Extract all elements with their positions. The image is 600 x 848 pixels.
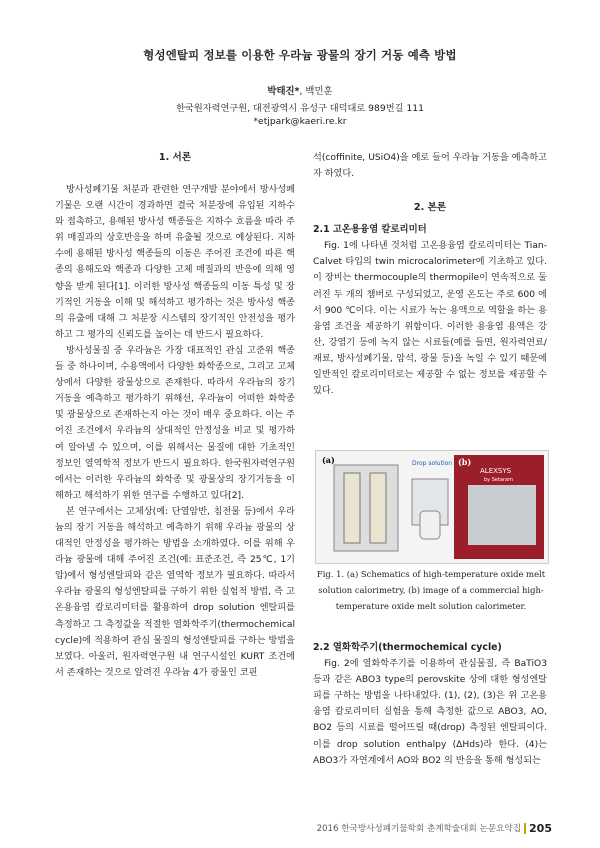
intro-paragraph-3: 본 연구에서는 고체상(예: 단열암반, 침전물 등)에서 우라늄의 장기 거동을 해석하고 예측하기 위해 우라늄 광물의 상대적인 안정성을 평가하는 방법을 소개하였다. 이를 위해 우라늄 광물에 대해 주어진 조건(예: 표준조건, 즉 25℃, 1기압)에서 형성엔탈피와 같은 열역학 정보가 필요하다. 따라서 우라늄 광물의 형성엔탈피를 구하기 위한 실험적 방법, 즉 고온용융염 칼로리미터를 활용하여 drop solution 엔탈피를 측정하고 그 측정값을 적절한 열화학주기(thermochemical cycle)에 적용하여 관심 물질의 형성엔탈피를 구하는 방법을 보였다. 아울러, 원자력연구원 내 연구시설인 KURT 조건에서 존재하는 것으로 알려진 우라늄 4가 광물인 코핀 bbox=[55, 506, 295, 678]
fig-label-b: (b) bbox=[458, 457, 472, 467]
email: *etjpark@kaeri.re.kr bbox=[253, 116, 347, 127]
left-column bbox=[55, 150, 295, 681]
page-footer bbox=[0, 822, 552, 835]
fig-drop-solution: Drop solution bbox=[412, 460, 453, 467]
figure-1-caption: Fig. 1. (a) Schematics of high-temperature oxide melt solution calorimetry, (b) image of a commercial high-temperature oxide melt solution calorimeter. bbox=[316, 569, 546, 611]
fig-brand-sub: by Setaram bbox=[484, 477, 513, 483]
footer-text: 2016 한국방사성폐기물학회 춘계학술대회 논문요약집 bbox=[316, 824, 522, 834]
right-column bbox=[313, 150, 547, 399]
intro-heading: 1. 서론 bbox=[158, 152, 192, 163]
section-2-2-heading: 2.2 열화학주기(thermochemical cycle) bbox=[313, 642, 502, 653]
paper-title: 형성엔탈피 정보를 이용한 우라늄 광물의 장기 거동 예측 방법 bbox=[143, 48, 457, 62]
author-rest: , 백민훈 bbox=[299, 86, 333, 97]
section-2-1-paragraph: Fig. 1에 나타낸 것처럼 고온용융염 칼로리미터는 Tian-Calvet 타입의 twin microcalorimeter에 기초하고 있다. 이 장비는 thermocouple의 thermopile이 연속적으로 둘러진 두 개의 챔버로 구성되었고, 운영 온도는 주로 600 에서 900 ℃이다. 이는 시료가 녹는 용액으로 역할을 하는 용융염 조건을 제공하기 위함이다. 이러한 용융염 용액은 강산, 강염기 등에 녹지 않는 시료들(예를 들면, 원자력연료/재료, 방사성폐기물, 암석, 광물 등)을 녹일 수 있기 때문에 일반적인 칼로리미터로는 제공할 수 없는 정보를 제공할 수 있다. bbox=[313, 241, 547, 397]
right-column-lower bbox=[313, 640, 547, 769]
figure-1 bbox=[315, 450, 549, 564]
right-paragraph-0: 석(coffinite, USiO4)을 예로 들어 우라늄 거동을 예측하고자 하였다. bbox=[313, 153, 547, 180]
authors bbox=[0, 83, 600, 97]
figure-1-image bbox=[316, 451, 548, 563]
section-2-1-heading: 2.1 고온용융염 칼로리미터 bbox=[313, 224, 427, 236]
intro-paragraph-2: 방사성물질 중 우라늄은 가장 대표적인 관심 고준위 핵종들 중 하나이며, 수용액에서 다양한 화학종으로, 그리고 고체상에서 다양한 광물상으로 존재한다. 따라서 우라늄의 장기거동을 예측하고 평가하기 위해선, 우라늄이 어떠한 화학종 및 광물상으로 존재하는지 아는 것이 매우 중요하다. 이는 주어진 조건에서 우라늄의 상대적인 안정성을 비교 및 평가하여 알아낼 수 있으며, 이를 위해서는 물질에 대한 기초적인 정보인 열역학적 정보가 반드시 필요하다. 한국원자력연구원에서는 이러한 우라늄의 화학종 및 광물상의 장기거동을 이해하고 해석하기 위한 연구를 수행하고 있다[2]. bbox=[55, 345, 295, 501]
section-2-2-paragraph: Fig. 2에 열화학주기를 이용하여 관심물질, 즉 BaTiO3 등과 같은 ABO3 type의 perovskite 상에 대한 형성엔탈피를 구하는 방법을 나타내었다. (1), (2), (3)은 위 고온용융염 칼로리미터 실험을 통해 측정한 값으로 ABO3, AO, BO2 등의 시료를 떨어뜨릴 때(drop) 측정된 엔탈피이다. 이를 drop solution enthalpy (ΔHds)라 한다. (4)는 ABO3가 자연계에서 AO와 BO2 의 반응을 통해 형성되는 bbox=[313, 659, 547, 766]
footer-divider bbox=[524, 823, 526, 834]
author-first: 박태진* bbox=[267, 86, 300, 97]
affiliation: 한국원자력연구원, 대전광역시 유성구 대덕대로 989번길 111 bbox=[176, 103, 424, 114]
intro-paragraph-1: 방사성폐기물 처분과 관련한 연구개발 분야에서 방사성폐기물은 오랜 시간이 경과하면 결국 처분장에 유입된 지하수와 접촉하고, 용해된 방사성 핵종들은 지하수 흐름을 따라 주위 매질과의 상호반응을 하며 유출될 것으로 예상된다. 지하수에 용해된 방사성 핵종들의 이동은 주어진 조건에 따른 핵종의 용해도와 핵종과 다양한 고체 매질과의 반응에 의해 영향을 받게 된다[1]. 이러한 방사성 핵종들의 이동 특성 및 장기적인 거동을 이해 및 해석하고 평가하는 것은 방사성 핵종의 유출에 대해 그 처분장 시스템의 장기적인 안전성을 평가하고 그 평가의 신뢰도를 높이는 데 반드시 필요하다. bbox=[55, 185, 295, 340]
fig-label-a: (a) bbox=[322, 455, 335, 465]
page-number: 205 bbox=[529, 822, 552, 835]
body-heading: 2. 본론 bbox=[413, 202, 447, 214]
fig-brand: ALEXSYS bbox=[480, 467, 512, 475]
